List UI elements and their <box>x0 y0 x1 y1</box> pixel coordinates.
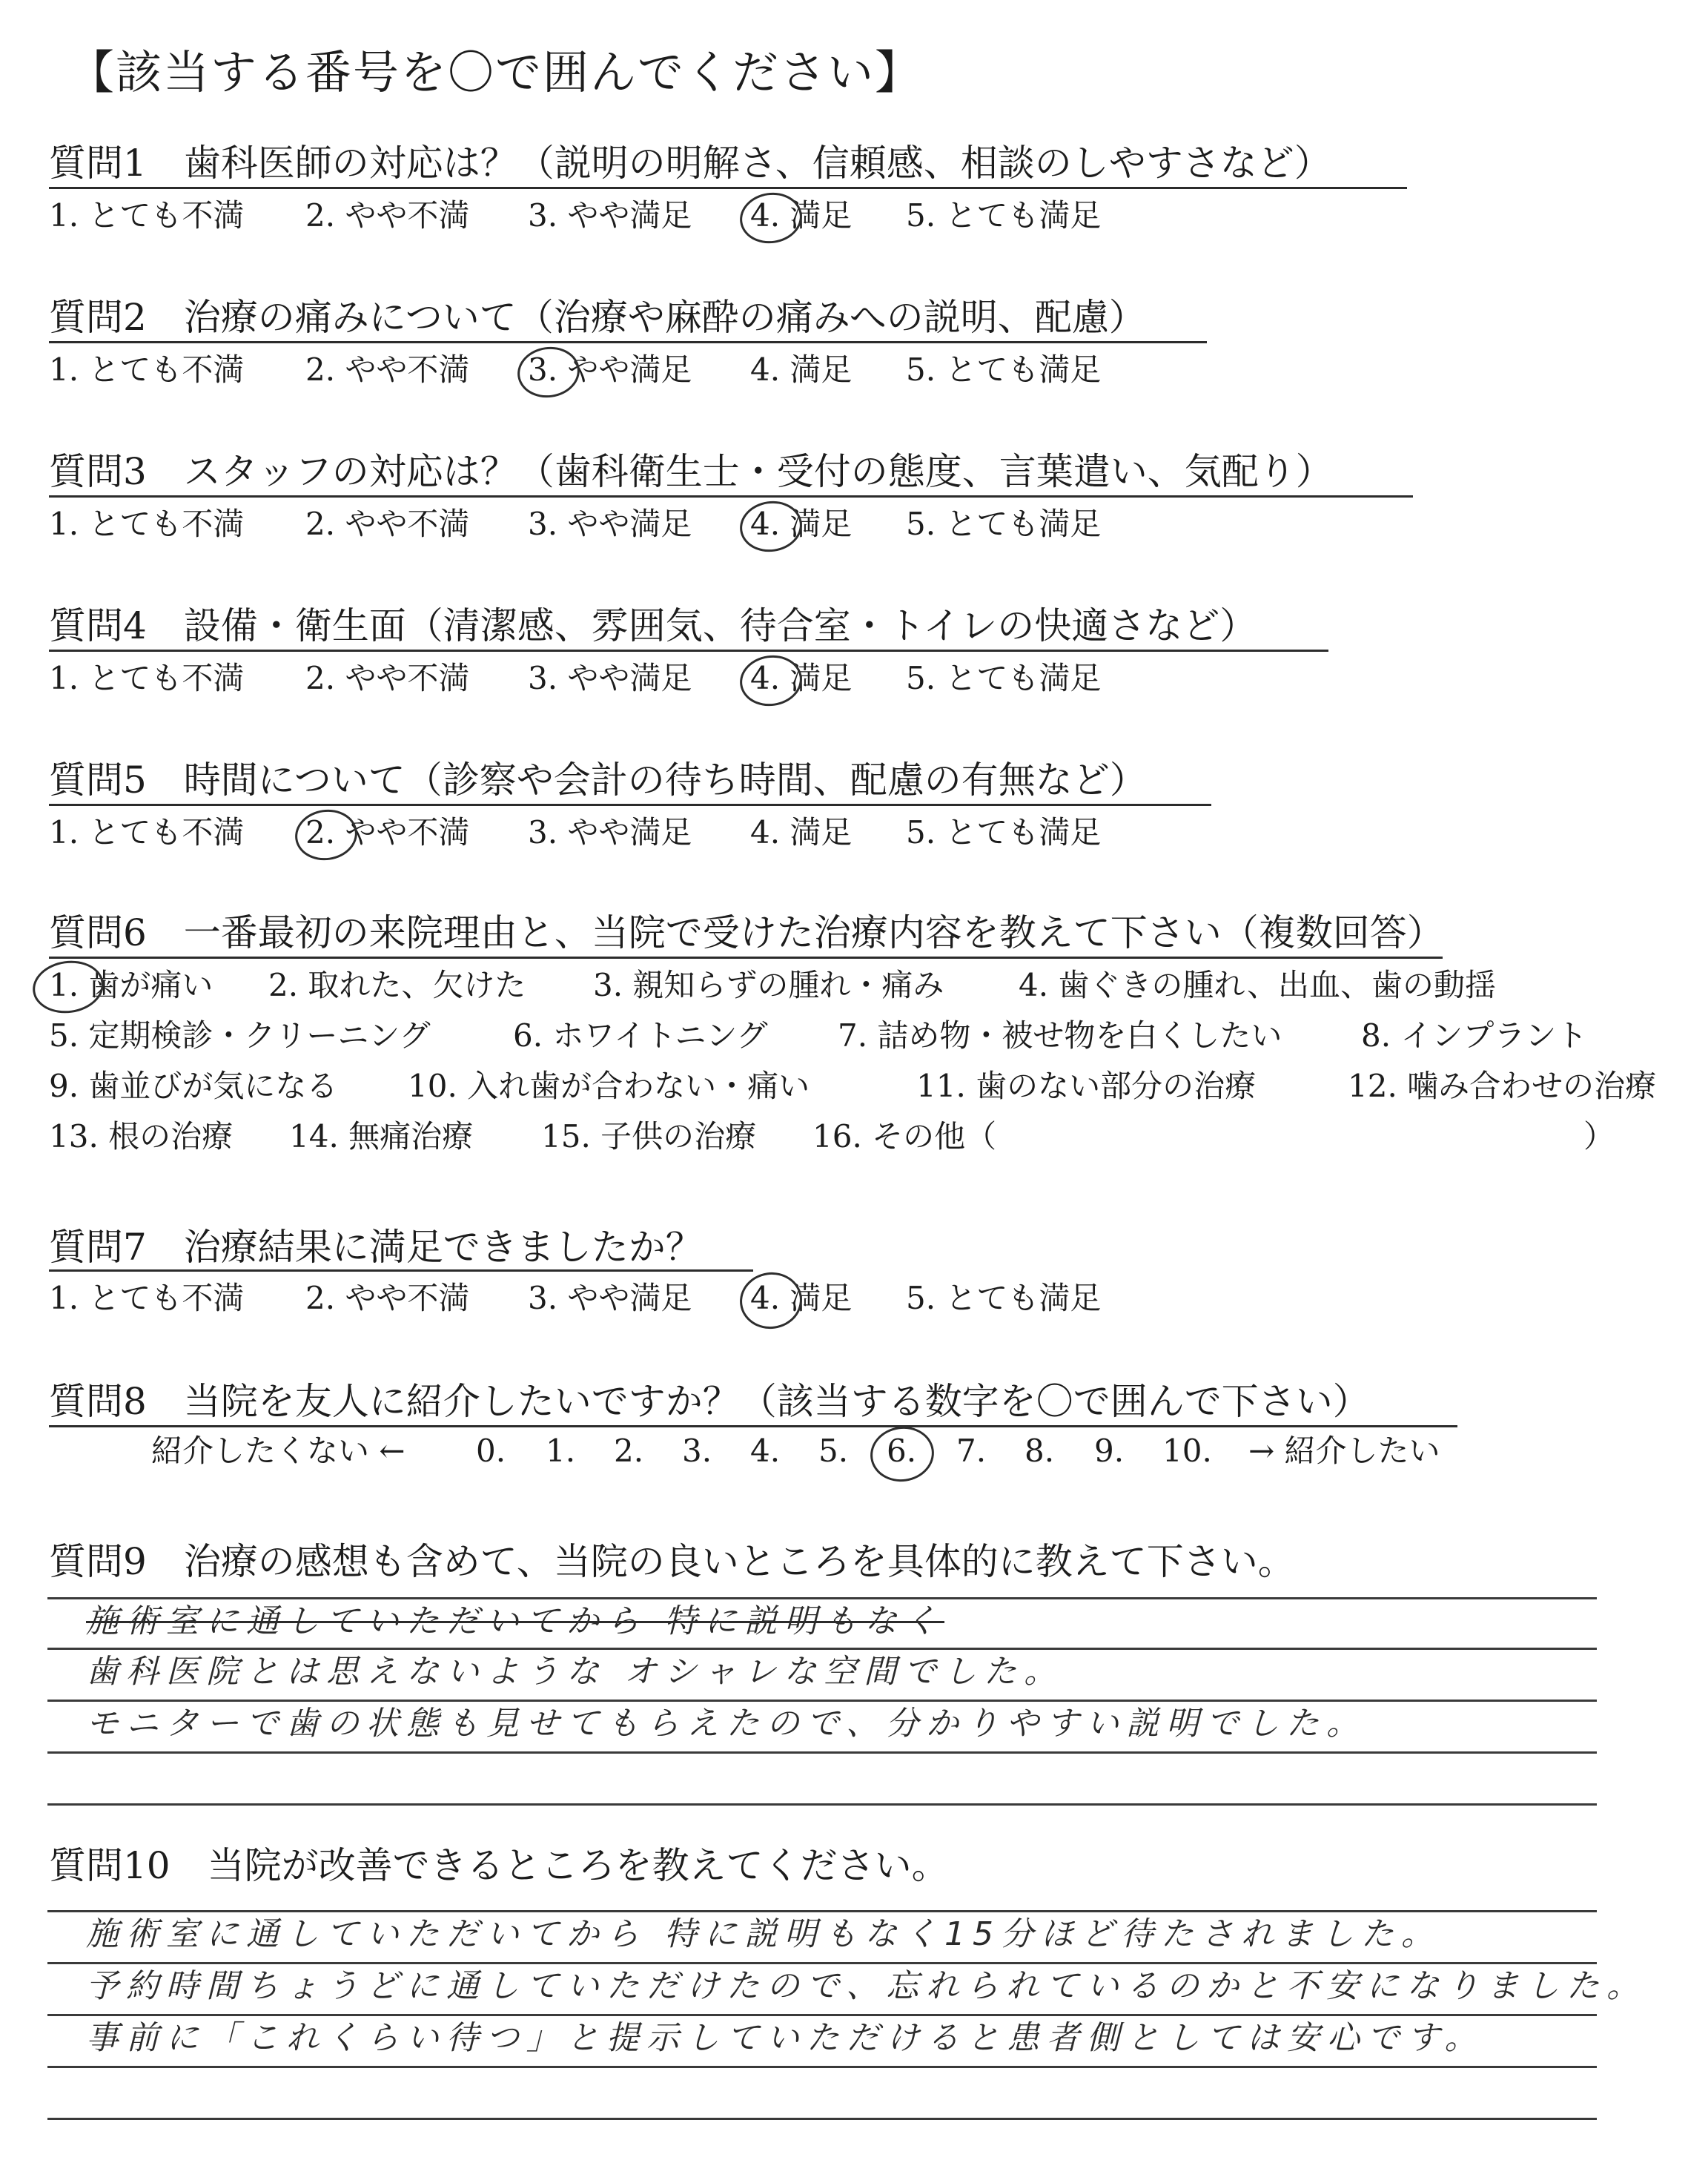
q8-scale-1[interactable]: 1. <box>546 1433 576 1469</box>
q6-option-2-3[interactable]: 12. 噛み合わせの治療 <box>1348 1068 1657 1104</box>
q2-option-3[interactable]: 3. やや満足 <box>528 351 692 388</box>
q4-option-2[interactable]: 2. やや不満 <box>305 660 470 696</box>
q4-option-3[interactable]: 3. やや満足 <box>528 660 692 696</box>
q6-option-2-2[interactable]: 11. 歯のない部分の治療 <box>916 1068 1257 1104</box>
q7-option-1[interactable]: 1. とても不満 <box>49 1280 245 1316</box>
q9-answer-text: 歯科医院とは思えないような オシャレな空間でした。 <box>86 1653 1065 1691</box>
q6-option-3-3[interactable]: 16. その他（ <box>812 1118 997 1155</box>
q4-title: 質問4 設備・衛生面（清潔感、雰囲気、待合室・トイレの快適さなど） <box>49 604 1257 647</box>
q9-answer-line <box>47 1803 1597 1806</box>
q8-scale-4[interactable]: 4. <box>750 1433 781 1469</box>
q6-option-3-4[interactable]: ） <box>1583 1118 1615 1155</box>
q7-option-2[interactable]: 2. やや不満 <box>305 1280 470 1316</box>
q2-option-1[interactable]: 1. とても不満 <box>49 351 245 388</box>
q6-option-0-2[interactable]: 3. 親知らずの腫れ・痛み <box>593 967 944 1003</box>
q4-underline <box>49 650 1328 652</box>
q10-answer-text: 事前に「これくらい待つ」と提示していただけると患者側としては安心です。 <box>86 2019 1485 2057</box>
q3-underline <box>49 495 1413 498</box>
q4-option-1[interactable]: 1. とても不満 <box>49 660 245 696</box>
q10-answer-line <box>47 2118 1597 2120</box>
q3-option-3[interactable]: 3. やや満足 <box>528 506 692 542</box>
q7-option-5[interactable]: 5. とても満足 <box>906 1280 1102 1316</box>
q4-option-5[interactable]: 5. とても満足 <box>906 660 1102 696</box>
q1-option-2[interactable]: 2. やや不満 <box>305 197 470 234</box>
q2-option-2[interactable]: 2. やや不満 <box>305 351 470 388</box>
q1-title: 質問1 歯科医師の対応は？（説明の明解さ、信頼感、相談のしやすさなど） <box>49 142 1331 185</box>
q7-selected-circle <box>736 1269 806 1333</box>
q1-option-1[interactable]: 1. とても不満 <box>49 197 245 234</box>
q6-option-2-0[interactable]: 9. 歯並びが気になる <box>49 1068 338 1104</box>
q2-underline <box>49 341 1207 343</box>
q5-title: 質問5 時間について（診察や会計の待ち時間、配慮の有無など） <box>49 759 1147 802</box>
q9-answer-text: 施術室に通していただいてから 特に説明もなく <box>86 1602 944 1640</box>
q8-scale-3[interactable]: 3. <box>682 1433 712 1469</box>
q6-option-0-0[interactable]: 1. 歯が痛い <box>49 967 214 1003</box>
q8-scale-5[interactable]: 5. <box>818 1433 849 1469</box>
q10-answer-line <box>47 2066 1597 2068</box>
q3-option-5[interactable]: 5. とても満足 <box>906 506 1102 542</box>
q6-option-2-1[interactable]: 10. 入れ歯が合わない・痛い <box>408 1068 810 1104</box>
q2-title: 質問2 治療の痛みについて（治療や麻酔の痛みへの説明、配慮） <box>49 296 1146 339</box>
q6-underline <box>49 957 1443 959</box>
q7-underline <box>49 1269 753 1272</box>
q6-option-1-3[interactable]: 8. インプラント <box>1361 1017 1588 1054</box>
q8-scale-0[interactable]: 0. <box>476 1433 506 1469</box>
q5-option-1[interactable]: 1. とても不満 <box>49 814 245 851</box>
q8-right-label: → 紹介したい <box>1248 1433 1440 1469</box>
q3-option-4[interactable]: 4. 満足 <box>750 506 853 542</box>
q6-option-0-3[interactable]: 4. 歯ぐきの腫れ、出血、歯の動揺 <box>1019 967 1496 1003</box>
q1-underline <box>49 187 1407 189</box>
q1-option-3[interactable]: 3. やや満足 <box>528 197 692 234</box>
q1-option-5[interactable]: 5. とても満足 <box>906 197 1102 234</box>
q7-option-4[interactable]: 4. 満足 <box>750 1280 853 1316</box>
q6-option-1-2[interactable]: 7. 詰め物・被せ物を白くしたい <box>838 1017 1282 1054</box>
q6-option-3-1[interactable]: 14. 無痛治療 <box>289 1118 474 1155</box>
q10-title: 質問10 当院が改善できるところを教えてください。 <box>49 1844 949 1887</box>
q10-answer-text: 予約時間ちょうどに通していただけたので、忘れられているのかと不安になりました。 <box>86 1967 1647 2005</box>
form-heading: 【該当する番号を〇で囲んでください】 <box>68 45 923 99</box>
q7-title: 質問7 治療結果に満足できましたか？ <box>49 1226 703 1269</box>
q10-answer-text: 施術室に通していただいてから 特に説明もなく15分ほど待たされました。 <box>86 1915 1441 1953</box>
q8-scale-7[interactable]: 7. <box>956 1433 987 1469</box>
q7-option-3[interactable]: 3. やや満足 <box>528 1280 692 1316</box>
q9-title: 質問9 治療の感想も含めて、当院の良いところを具体的に教えて下さい。 <box>49 1540 1295 1583</box>
q5-option-2[interactable]: 2. やや不満 <box>305 814 470 851</box>
q5-option-3[interactable]: 3. やや満足 <box>528 814 692 851</box>
q6-title: 質問6 一番最初の来院理由と、当院で受けた治療内容を教えて下さい（複数回答） <box>49 911 1444 954</box>
q5-option-5[interactable]: 5. とても満足 <box>906 814 1102 851</box>
q9-answer-line <box>47 1751 1597 1754</box>
q3-title: 質問3 スタッフの対応は？（歯科衛生士・受付の態度、言葉遣い、気配り） <box>49 450 1333 493</box>
q5-underline <box>49 804 1211 806</box>
q9-answer-text: モニターで歯の状態も見せてもらえたので、分かりやすい説明でした。 <box>86 1705 1367 1743</box>
q8-selected-circle <box>867 1422 937 1485</box>
q2-option-5[interactable]: 5. とても満足 <box>906 351 1102 388</box>
q6-option-3-0[interactable]: 13. 根の治療 <box>49 1118 234 1155</box>
q8-title: 質問8 当院を友人に紹介したいですか？（該当する数字を〇で囲んで下さい） <box>49 1380 1370 1423</box>
q6-option-3-2[interactable]: 15. 子供の治療 <box>541 1118 757 1155</box>
q6-selected-circle <box>30 957 107 1018</box>
q8-scale-9[interactable]: 9. <box>1094 1433 1125 1469</box>
q4-option-4[interactable]: 4. 満足 <box>750 660 853 696</box>
q8-scale-2[interactable]: 2. <box>614 1433 644 1469</box>
q6-option-1-1[interactable]: 6. ホワイトニング <box>513 1017 768 1054</box>
q8-underline <box>49 1425 1457 1427</box>
q5-option-4[interactable]: 4. 満足 <box>750 814 853 851</box>
q1-option-4[interactable]: 4. 満足 <box>750 197 853 234</box>
q8-scale-10[interactable]: 10. <box>1162 1433 1212 1469</box>
q6-option-0-1[interactable]: 2. 取れた、欠けた <box>268 967 526 1003</box>
q6-option-1-0[interactable]: 5. 定期検診・クリーニング <box>49 1017 431 1054</box>
q3-option-1[interactable]: 1. とても不満 <box>49 506 245 542</box>
q2-option-4[interactable]: 4. 満足 <box>750 351 853 388</box>
q8-left-label: 紹介したくない ← <box>151 1433 406 1469</box>
q3-option-2[interactable]: 2. やや不満 <box>305 506 470 542</box>
q8-scale-8[interactable]: 8. <box>1025 1433 1055 1469</box>
q8-scale-6[interactable]: 6. <box>887 1433 917 1469</box>
